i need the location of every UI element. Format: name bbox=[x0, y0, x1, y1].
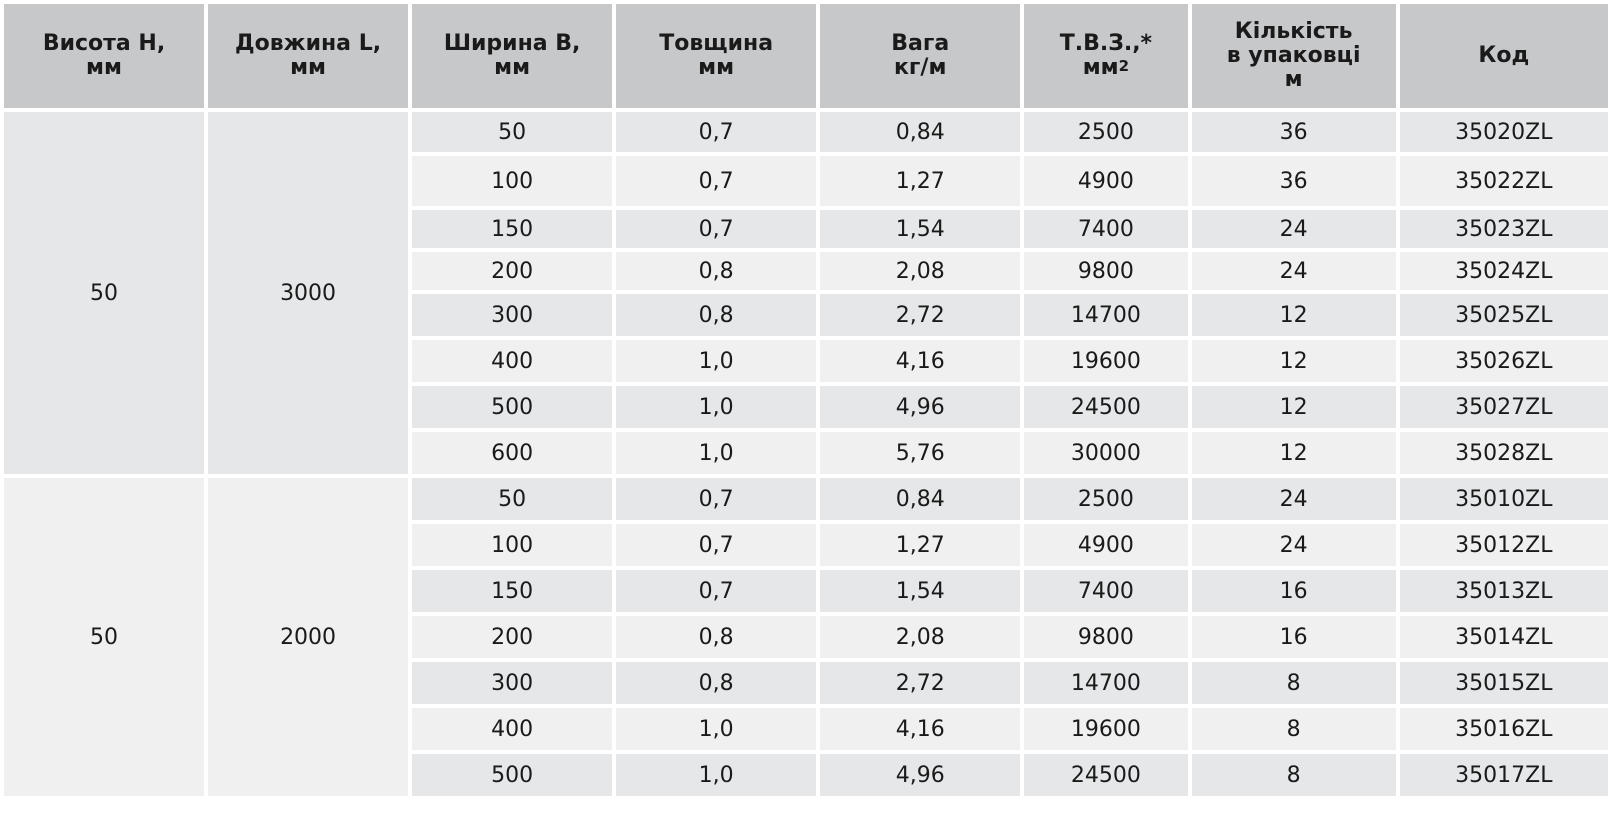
width-cell: 300 bbox=[412, 662, 612, 704]
code-cell: 35010ZL bbox=[1400, 478, 1608, 520]
header-height: Висота H, мм bbox=[4, 4, 204, 108]
weight-cell: 2,08 bbox=[820, 616, 1020, 658]
code-cell: 35026ZL bbox=[1400, 340, 1608, 382]
width-cell: 300 bbox=[412, 294, 612, 336]
cross-section-cell: 2500 bbox=[1024, 478, 1187, 520]
table-row bbox=[4, 112, 1608, 152]
pack-qty-cell: 12 bbox=[1192, 386, 1396, 428]
width-cell: 600 bbox=[412, 432, 612, 474]
width-cell: 500 bbox=[412, 754, 612, 796]
table-row bbox=[4, 478, 1608, 520]
weight-cell: 4,16 bbox=[820, 708, 1020, 750]
code-cell: 35023ZL bbox=[1400, 210, 1608, 248]
header-row bbox=[4, 4, 1608, 108]
thickness-cell: 0,7 bbox=[616, 112, 816, 152]
pack-qty-cell: 36 bbox=[1192, 156, 1396, 206]
cross-section-cell: 2500 bbox=[1024, 112, 1187, 152]
weight-cell: 2,72 bbox=[820, 294, 1020, 336]
thickness-cell: 0,7 bbox=[616, 524, 816, 566]
cross-section-cell: 4900 bbox=[1024, 524, 1187, 566]
header-weight: Вага кг/м bbox=[820, 4, 1020, 108]
cross-section-cell: 14700 bbox=[1024, 294, 1187, 336]
weight-cell: 4,96 bbox=[820, 754, 1020, 796]
thickness-cell: 0,8 bbox=[616, 662, 816, 704]
thickness-cell: 0,8 bbox=[616, 252, 816, 290]
pack-qty-cell: 12 bbox=[1192, 340, 1396, 382]
width-cell: 200 bbox=[412, 252, 612, 290]
code-cell: 35028ZL bbox=[1400, 432, 1608, 474]
code-cell: 35014ZL bbox=[1400, 616, 1608, 658]
weight-cell: 2,08 bbox=[820, 252, 1020, 290]
cross-section-cell: 9800 bbox=[1024, 252, 1187, 290]
thickness-cell: 0,7 bbox=[616, 210, 816, 248]
cross-section-cell: 24500 bbox=[1024, 754, 1187, 796]
width-cell: 150 bbox=[412, 570, 612, 612]
pack-qty-cell: 24 bbox=[1192, 210, 1396, 248]
weight-cell: 4,96 bbox=[820, 386, 1020, 428]
pack-qty-cell: 24 bbox=[1192, 524, 1396, 566]
weight-cell: 1,27 bbox=[820, 156, 1020, 206]
weight-cell: 0,84 bbox=[820, 478, 1020, 520]
cross-section-cell: 7400 bbox=[1024, 210, 1187, 248]
thickness-cell: 0,8 bbox=[616, 616, 816, 658]
width-cell: 100 bbox=[412, 524, 612, 566]
length-cell: 3000 bbox=[208, 112, 408, 474]
height-cell: 50 bbox=[4, 112, 204, 474]
thickness-cell: 1,0 bbox=[616, 340, 816, 382]
code-cell: 35016ZL bbox=[1400, 708, 1608, 750]
header-thickness: Товщина мм bbox=[616, 4, 816, 108]
pack-qty-cell: 36 bbox=[1192, 112, 1396, 152]
pack-qty-cell: 12 bbox=[1192, 294, 1396, 336]
code-cell: 35015ZL bbox=[1400, 662, 1608, 704]
weight-cell: 5,76 bbox=[820, 432, 1020, 474]
cross-section-cell: 14700 bbox=[1024, 662, 1187, 704]
pack-qty-cell: 24 bbox=[1192, 252, 1396, 290]
thickness-cell: 1,0 bbox=[616, 386, 816, 428]
header-cross-section: Т.В.З.,* $мм^2$ bbox=[1024, 4, 1187, 108]
width-cell: 100 bbox=[412, 156, 612, 206]
pack-qty-cell: 12 bbox=[1192, 432, 1396, 474]
thickness-cell: 0,8 bbox=[616, 294, 816, 336]
pack-qty-cell: 16 bbox=[1192, 570, 1396, 612]
weight-cell: 1,27 bbox=[820, 524, 1020, 566]
weight-cell: 2,72 bbox=[820, 662, 1020, 704]
pack-qty-cell: 8 bbox=[1192, 662, 1396, 704]
thickness-cell: 0,7 bbox=[616, 478, 816, 520]
code-cell: 35025ZL bbox=[1400, 294, 1608, 336]
thickness-cell: 1,0 bbox=[616, 708, 816, 750]
code-cell: 35012ZL bbox=[1400, 524, 1608, 566]
code-cell: 35024ZL bbox=[1400, 252, 1608, 290]
code-cell: 35027ZL bbox=[1400, 386, 1608, 428]
height-cell: 50 bbox=[4, 478, 204, 796]
cross-section-cell: 9800 bbox=[1024, 616, 1187, 658]
header-width: Ширина B, мм bbox=[412, 4, 612, 108]
pack-qty-cell: 16 bbox=[1192, 616, 1396, 658]
cross-section-cell: 4900 bbox=[1024, 156, 1187, 206]
cross-section-cell: 7400 bbox=[1024, 570, 1187, 612]
cross-section-cell: 30000 bbox=[1024, 432, 1187, 474]
pack-qty-cell: 24 bbox=[1192, 478, 1396, 520]
width-cell: 50 bbox=[412, 112, 612, 152]
width-cell: 150 bbox=[412, 210, 612, 248]
weight-cell: 1,54 bbox=[820, 210, 1020, 248]
cross-section-cell: 19600 bbox=[1024, 708, 1187, 750]
pack-qty-cell: 8 bbox=[1192, 708, 1396, 750]
cross-section-cell: 19600 bbox=[1024, 340, 1187, 382]
header-length: Довжина L, мм bbox=[208, 4, 408, 108]
length-cell: 2000 bbox=[208, 478, 408, 796]
weight-cell: 0,84 bbox=[820, 112, 1020, 152]
thickness-cell: 1,0 bbox=[616, 432, 816, 474]
code-cell: 35013ZL bbox=[1400, 570, 1608, 612]
width-cell: 400 bbox=[412, 708, 612, 750]
pack-qty-cell: 8 bbox=[1192, 754, 1396, 796]
weight-cell: 4,16 bbox=[820, 340, 1020, 382]
header-code: Код bbox=[1400, 4, 1608, 108]
thickness-cell: 0,7 bbox=[616, 570, 816, 612]
width-cell: 400 bbox=[412, 340, 612, 382]
table-body bbox=[4, 112, 1608, 796]
weight-cell: 1,54 bbox=[820, 570, 1020, 612]
code-cell: 35020ZL bbox=[1400, 112, 1608, 152]
code-cell: 35017ZL bbox=[1400, 754, 1608, 796]
cross-section-cell: 24500 bbox=[1024, 386, 1187, 428]
width-cell: 50 bbox=[412, 478, 612, 520]
thickness-cell: 0,7 bbox=[616, 156, 816, 206]
header-pack-qty: Кількість в упаковці м bbox=[1192, 4, 1396, 108]
width-cell: 500 bbox=[412, 386, 612, 428]
thickness-cell: 1,0 bbox=[616, 754, 816, 796]
code-cell: 35022ZL bbox=[1400, 156, 1608, 206]
width-cell: 200 bbox=[412, 616, 612, 658]
